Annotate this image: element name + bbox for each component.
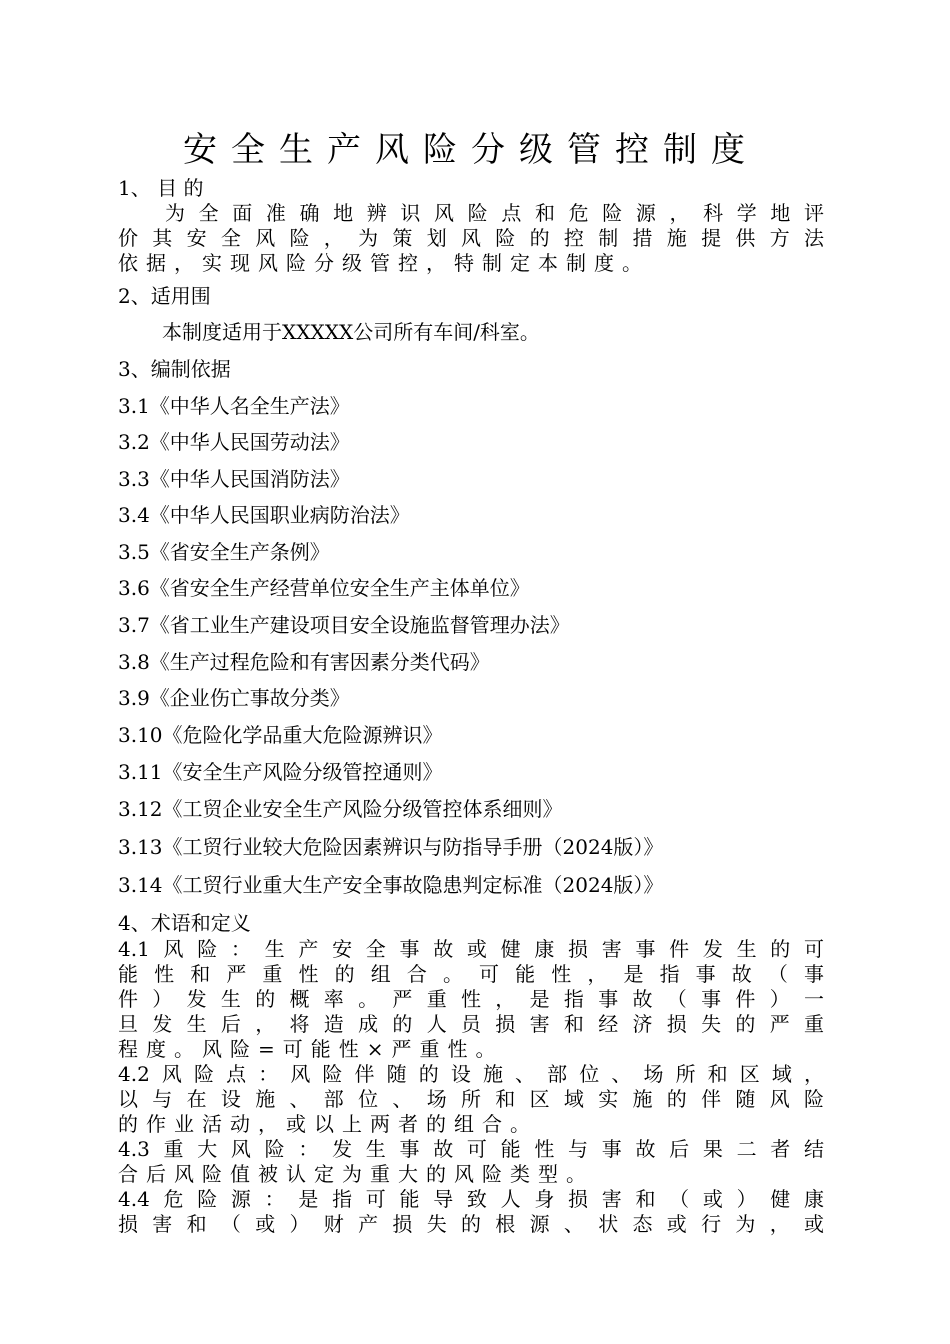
reference-item: 3.11《安全生产风险分级管控通则》 (118, 760, 443, 784)
reference-item: 3.1《中华人名全生产法》 (118, 394, 350, 418)
definition-line: 程度。风险=可能性×严重性。 (118, 1037, 504, 1061)
definition-line: 4.4危险源：是指可能导致人身损害和（或）健康 (118, 1187, 824, 1211)
reference-item: 3.9《企业伤亡事故分类》 (118, 686, 350, 710)
reference-item: 3.13《工贸行业较大危险因素辨识与防指导手册（2024版）》 (118, 835, 664, 859)
definition-line: 合后风险值被认定为重大的风险类型。 (118, 1162, 594, 1186)
section-1-heading: 1、 目 的 (118, 176, 204, 200)
reference-item: 3.4《中华人民国职业病防治法》 (118, 503, 410, 527)
reference-item: 3.2《中华人民国劳动法》 (118, 430, 350, 454)
definition-line: 以与在设施、部位、场所和区域实施的伴随风险 (118, 1087, 824, 1111)
reference-item: 3.5《省安全生产条例》 (118, 540, 330, 564)
section-2-body: 本制度适用于XXXXX公司所有车间/科室。 (162, 320, 540, 344)
reference-item: 3.8《生产过程危险和有害因素分类代码》 (118, 650, 490, 674)
document-title: 安全生产风险分级管控制度 (183, 130, 759, 170)
definition-line: 的作业活动，或以上两者的组合。 (118, 1112, 538, 1136)
definition-line: 件）发生的概率。严重性，是指事故（事件）一 (118, 987, 824, 1011)
reference-item: 3.10《危险化学品重大危险源辨识》 (118, 723, 443, 747)
section-3-heading: 3、编制依据 (118, 357, 231, 381)
reference-item: 3.14《工贸行业重大生产安全事故隐患判定标准（2024版）》 (118, 873, 664, 897)
reference-item: 3.7《省工业生产建设项目安全设施监督管理办法》 (118, 613, 570, 637)
definition-line: 旦发生后，将造成的人员损害和经济损失的严重 (118, 1012, 824, 1036)
definition-line: 4.1风险：生产安全事故或健康损害事件发生的可 (118, 937, 824, 961)
reference-item: 3.3《中华人民国消防法》 (118, 467, 350, 491)
definition-line: 4.3重大风险：发生事故可能性与事故后果二者结 (118, 1137, 824, 1161)
section-4-heading: 4、术语和定义 (118, 911, 251, 935)
definition-line: 损害和（或）财产损失的根源、状态或行为，或 (118, 1212, 824, 1236)
section-2-heading: 2、适用围 (118, 284, 211, 308)
reference-item: 3.6《省安全生产经营单位安全生产主体单位》 (118, 576, 530, 600)
section-1-line: 依据，实现风险分级管控，特制定本制度。 (118, 251, 650, 275)
definition-line: 4.2风险点：风险伴随的设施、部位、场所和区域， (118, 1062, 824, 1086)
section-1-line: 价其安全风险，为策划风险的控制措施提供方法 (118, 226, 824, 250)
reference-item: 3.12《工贸企业安全生产风险分级管控体系细则》 (118, 797, 563, 821)
section-1-line: 为全面准确地辨识风险点和危险源，科学地评 (165, 201, 824, 225)
definition-line: 能性和严重性的组合。可能性，是指事故（事 (118, 962, 824, 986)
